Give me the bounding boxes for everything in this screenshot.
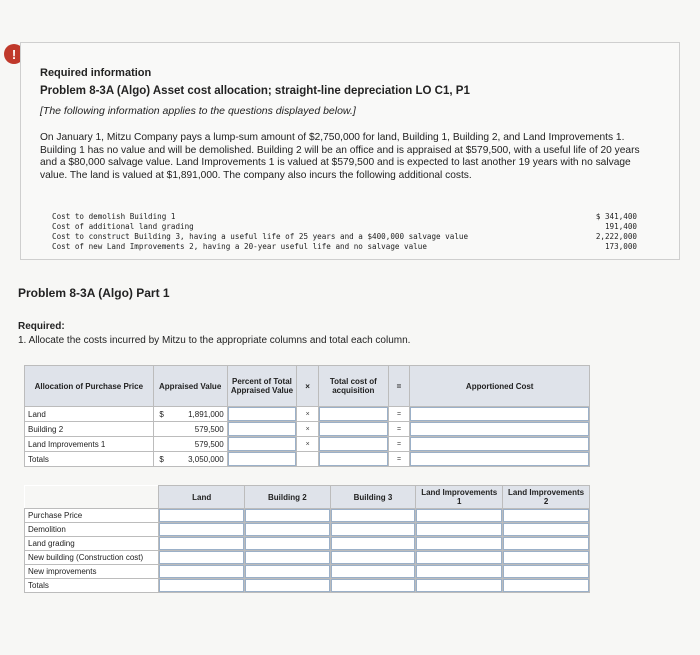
cost-row [52, 212, 637, 222]
appraised-value: 3,050,000 [170, 452, 228, 467]
times-sign: × [297, 407, 319, 422]
currency-sign: $ [153, 452, 169, 467]
cost-header-row [25, 486, 590, 509]
apportioned-cost-input[interactable] [410, 422, 590, 437]
cost-allocation-table [24, 485, 590, 593]
row-label: New improvements [25, 565, 159, 579]
cost-amount: 2,222,000 [595, 232, 637, 241]
cost-row [52, 222, 637, 232]
land-improvements-2-input[interactable] [503, 551, 590, 565]
land-input[interactable] [159, 523, 245, 537]
cost-row [52, 232, 637, 242]
land-improvements-1-input[interactable] [416, 551, 503, 565]
cost-label: Cost to construct Building 3, having a useful life of 25 years and a $400,000 salvage value [52, 232, 469, 241]
building-2-input[interactable] [245, 523, 331, 537]
land-improvements-1-input[interactable] [416, 509, 503, 523]
percent-input[interactable] [227, 437, 297, 452]
cost-row [25, 537, 590, 551]
allocation-row [25, 407, 590, 422]
row-label: Land [25, 407, 154, 422]
building-3-input[interactable] [330, 523, 416, 537]
times-sign [297, 452, 319, 467]
header-appraised-value: Appraised Value [153, 366, 227, 407]
alert-icon: ! [4, 44, 24, 64]
allocation-header-row [25, 366, 590, 407]
land-input[interactable] [159, 509, 245, 523]
equals-sign: = [388, 407, 410, 422]
equals-sign: = [388, 452, 410, 467]
row-label: Demolition [25, 523, 159, 537]
land-improvements-2-input[interactable] [503, 579, 590, 593]
header-land-improvements-1: Land Improvements 1 [416, 486, 503, 509]
row-label: Land Improvements 1 [25, 437, 154, 452]
apportioned-cost-input[interactable] [410, 437, 590, 452]
land-improvements-1-input[interactable] [416, 537, 503, 551]
header-apportioned-cost: Apportioned Cost [410, 366, 590, 407]
land-improvements-1-input[interactable] [416, 523, 503, 537]
percent-input[interactable] [227, 452, 297, 467]
total-cost-input[interactable] [319, 407, 389, 422]
cost-label: Cost of new Land Improvements 2, having a 20-year useful life and no salvage value [52, 242, 427, 251]
land-improvements-2-input[interactable] [503, 509, 590, 523]
building-3-input[interactable] [330, 565, 416, 579]
currency-sign [153, 422, 169, 437]
times-sign: × [297, 437, 319, 452]
building-2-input[interactable] [245, 579, 331, 593]
currency-sign: $ [153, 407, 169, 422]
total-cost-input[interactable] [319, 422, 389, 437]
land-improvements-2-input[interactable] [503, 537, 590, 551]
required-information-heading: Required information [40, 67, 152, 79]
percent-input[interactable] [227, 422, 297, 437]
problem-paragraph: On January 1, Mitzu Company pays a lump-sum amount of $2,750,000 for land, Building 1, Building 2, and Land Improvements 1. Building 1 has no value and will be demolished. Building 2 will be an office and is appraised at $579,500, with a useful life of 20 years and a $80,000 salvage value. Land Improvements 1 is valued at $579,500 and is expected to last another 19 years with no salvage value. The land is valued at $1,891,000. The company also incurs the following additional costs. [40, 132, 640, 181]
header-building-3: Building 3 [330, 486, 416, 509]
total-cost-input[interactable] [319, 452, 389, 467]
additional-costs-list [52, 212, 637, 252]
building-3-input[interactable] [330, 537, 416, 551]
cost-amount: $ 341,400 [595, 212, 637, 221]
cost-amount: 191,400 [604, 222, 637, 231]
allocation-table [24, 365, 590, 467]
header-percent: Percent of Total Appraised Value [227, 366, 297, 407]
header-land-improvements-2: Land Improvements 2 [503, 486, 590, 509]
land-input[interactable] [159, 551, 245, 565]
cost-totals-row [25, 579, 590, 593]
row-label: New building (Construction cost) [25, 551, 159, 565]
equals-sign: = [388, 437, 410, 452]
apportioned-cost-input[interactable] [410, 407, 590, 422]
land-improvements-1-input[interactable] [416, 565, 503, 579]
building-3-input[interactable] [330, 579, 416, 593]
required-text: 1. Allocate the costs incurred by Mitzu to the appropriate columns and total each column. [18, 335, 411, 346]
percent-input[interactable] [227, 407, 297, 422]
header-total-cost: Total cost of acquisition [319, 366, 389, 407]
cost-row [25, 565, 590, 579]
land-input[interactable] [159, 537, 245, 551]
header-equals: = [388, 366, 410, 407]
building-2-input[interactable] [245, 551, 331, 565]
header-times: × [297, 366, 319, 407]
appraised-value: 579,500 [170, 422, 228, 437]
appraised-value: 1,891,000 [170, 407, 228, 422]
allocation-row [25, 422, 590, 437]
land-improvements-1-input[interactable] [416, 579, 503, 593]
building-3-input[interactable] [330, 509, 416, 523]
total-cost-input[interactable] [319, 437, 389, 452]
land-improvements-2-input[interactable] [503, 523, 590, 537]
cost-row [52, 242, 637, 252]
allocation-row [25, 437, 590, 452]
cost-label: Cost to demolish Building 1 [52, 212, 176, 221]
building-2-input[interactable] [245, 537, 331, 551]
required-label: Required: [18, 321, 65, 332]
row-label: Land grading [25, 537, 159, 551]
problem-title: Problem 8-3A (Algo) Asset cost allocation; straight-line depreciation LO C1, P1 [40, 85, 470, 97]
building-2-input[interactable] [245, 509, 331, 523]
times-sign: × [297, 422, 319, 437]
part-title: Problem 8-3A (Algo) Part 1 [18, 286, 170, 300]
applies-note: [The following information applies to the questions displayed below.] [40, 105, 356, 117]
currency-sign [153, 437, 169, 452]
header-blank [25, 486, 159, 509]
row-label: Totals [25, 579, 159, 593]
row-label: Purchase Price [25, 509, 159, 523]
row-label: Totals [25, 452, 154, 467]
header-land: Land [159, 486, 245, 509]
row-label: Building 2 [25, 422, 154, 437]
cost-label: Cost of additional land grading [52, 222, 194, 231]
equals-sign: = [388, 422, 410, 437]
building-2-input[interactable] [245, 565, 331, 579]
land-input[interactable] [159, 579, 245, 593]
land-input[interactable] [159, 565, 245, 579]
cost-amount: 173,000 [604, 242, 637, 251]
header-allocation: Allocation of Purchase Price [25, 366, 154, 407]
header-building-2: Building 2 [245, 486, 331, 509]
land-improvements-2-input[interactable] [503, 565, 590, 579]
allocation-totals-row [25, 452, 590, 467]
cost-row [25, 523, 590, 537]
cost-row [25, 551, 590, 565]
cost-row [25, 509, 590, 523]
apportioned-cost-input[interactable] [410, 452, 590, 467]
building-3-input[interactable] [330, 551, 416, 565]
appraised-value: 579,500 [170, 437, 228, 452]
